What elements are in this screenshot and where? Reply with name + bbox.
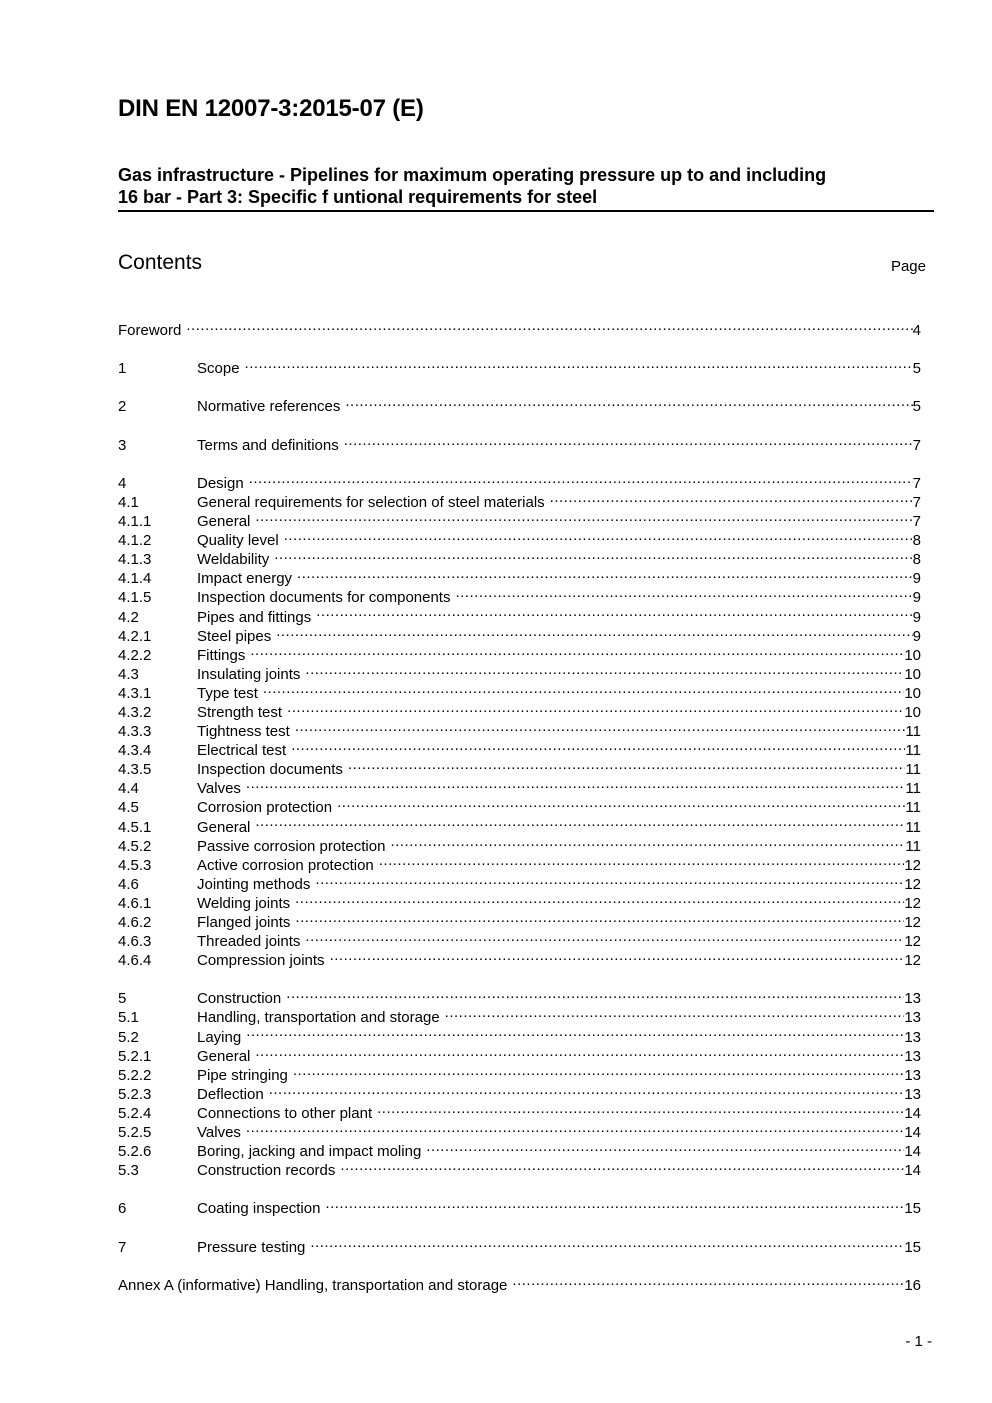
page-column-label: Page <box>890 258 926 275</box>
toc-dot-leader <box>287 698 904 717</box>
toc-dot-leader <box>246 774 906 793</box>
toc-entry-page: 7 <box>912 436 921 454</box>
toc-entry-number: 4.6 <box>118 875 139 893</box>
toc-entry-title: Pressure testing <box>197 1238 306 1256</box>
title-divider <box>118 210 934 212</box>
toc-entry-number: 5.1 <box>118 1009 139 1027</box>
toc-entry-page: 5 <box>912 398 921 416</box>
toc-dot-leader <box>246 1118 904 1137</box>
toc-entry-page: 10 <box>904 703 921 721</box>
toc-dot-leader <box>348 755 906 774</box>
toc-entry[interactable] <box>118 870 921 893</box>
toc-dot-leader <box>345 392 912 411</box>
toc-dot-leader <box>330 946 905 965</box>
toc-entry-page: 10 <box>904 684 921 702</box>
toc-entry-title: Construction <box>197 990 282 1008</box>
toc-entry-number: 1 <box>118 360 127 378</box>
subtitle-line-2: 16 bar - Part 3: Specific f untional requirements for steel <box>118 187 598 207</box>
toc-dot-leader <box>295 908 904 927</box>
toc-entry-page: 11 <box>905 780 921 798</box>
toc-entry[interactable] <box>118 1022 921 1046</box>
toc-entry-page: 11 <box>905 799 921 817</box>
toc-entry[interactable] <box>118 984 921 1008</box>
toc-entry-number: 4.6.4 <box>118 952 152 970</box>
toc-entry-number: 4.2.1 <box>118 627 152 645</box>
toc-dot-leader <box>291 736 905 755</box>
toc-entry-page: 14 <box>904 1162 921 1180</box>
toc-entry-title: Corrosion protection <box>197 799 333 817</box>
toc-entry-title: Insulating joints <box>197 665 301 683</box>
toc-dot-leader <box>337 793 905 812</box>
toc-entry-number: 5.2.6 <box>118 1143 152 1161</box>
toc-entry[interactable] <box>118 793 921 817</box>
toc-entry-page: 11 <box>905 742 921 760</box>
toc-entry-page: 12 <box>904 856 921 874</box>
toc-dot-leader <box>455 583 912 602</box>
toc-dot-leader <box>295 717 906 736</box>
toc-dot-leader <box>377 1099 904 1118</box>
toc-entry-title: Fittings <box>197 646 246 664</box>
toc-entry[interactable] <box>118 698 921 721</box>
toc-entry-number: 4.2 <box>118 608 139 626</box>
toc-entry-page: 13 <box>904 1028 921 1046</box>
toc-entry-page: 11 <box>905 837 921 855</box>
toc-entry-page: 9 <box>912 570 921 588</box>
toc-entry-title: Scope <box>197 360 240 378</box>
toc-entry[interactable] <box>118 583 921 607</box>
toc-entry-number: 4.3.2 <box>118 703 152 721</box>
toc-entry[interactable] <box>118 602 921 626</box>
toc-dot-leader <box>512 1271 904 1290</box>
toc-dot-leader <box>344 431 913 450</box>
toc-entry-number: 6 <box>118 1200 127 1218</box>
toc-entry-title: Quality level <box>197 532 279 550</box>
toc-entry[interactable] <box>118 660 921 683</box>
toc-entry[interactable] <box>118 1061 921 1084</box>
toc-dot-leader <box>550 488 913 507</box>
toc-entry-page: 11 <box>905 723 921 741</box>
toc-entry-page: 13 <box>904 1066 921 1084</box>
subtitle-line-1: Gas infrastructure - Pipelines for maximum operating pressure up to and including <box>118 165 827 185</box>
toc-entry-number: 4.1.5 <box>118 589 152 607</box>
toc-dot-leader <box>263 679 904 698</box>
toc-entry-page: 9 <box>912 589 921 607</box>
toc-entry-number: 2 <box>118 398 127 416</box>
toc-entry[interactable] <box>118 354 921 378</box>
toc-entry-number: 4.5.2 <box>118 837 152 855</box>
toc-dot-leader <box>315 870 904 889</box>
toc-entry-title: Annex A (informative) Handling, transportation and storage <box>118 1276 508 1294</box>
toc-entry-number: 5.2.2 <box>118 1066 152 1084</box>
toc-entry-title: Pipe stringing <box>197 1066 288 1084</box>
toc-entry-page: 12 <box>904 875 921 893</box>
toc-entry-page: 8 <box>912 551 921 569</box>
toc-entry-title: General requirements for selection of steel materials <box>197 493 545 511</box>
toc-dot-leader <box>297 564 913 583</box>
toc-entry-page: 12 <box>904 952 921 970</box>
toc-entry-title: Steel pipes <box>197 627 272 645</box>
toc-entry-page: 10 <box>904 665 921 683</box>
toc-dot-leader <box>316 602 912 621</box>
toc-entry-title: Coating inspection <box>197 1200 321 1218</box>
toc-entry[interactable] <box>118 641 921 664</box>
toc-entry-page: 7 <box>912 493 921 511</box>
toc-entry-title: Laying <box>197 1028 242 1046</box>
toc-entry-title: Strength test <box>197 703 283 721</box>
toc-entry-page: 4 <box>912 322 921 340</box>
toc-entry[interactable] <box>118 908 921 931</box>
document-subtitle <box>118 164 933 208</box>
toc-dot-leader <box>445 1003 905 1022</box>
toc-dot-leader <box>286 984 904 1003</box>
toc-entry-page: 8 <box>912 532 921 550</box>
toc-dot-leader <box>379 851 905 870</box>
toc-entry-number: 4 <box>118 474 127 492</box>
toc-entry-page: 14 <box>904 1104 921 1122</box>
toc-entry-title: Welding joints <box>197 894 291 912</box>
toc-entry[interactable] <box>118 927 921 951</box>
toc-entry[interactable] <box>118 1080 921 1103</box>
toc-entry-page: 13 <box>904 1047 921 1065</box>
toc-dot-leader <box>255 812 905 831</box>
toc-entry-title: Weldability <box>197 551 270 569</box>
toc-dot-leader <box>249 469 913 488</box>
toc-dot-leader <box>305 660 904 679</box>
toc-entry-page: 12 <box>904 894 921 912</box>
toc-entry-title: General <box>197 818 251 836</box>
toc-entry-number: 5.2.4 <box>118 1104 152 1122</box>
toc-entry-number: 4.1 <box>118 493 139 511</box>
toc-dot-leader <box>255 507 912 526</box>
toc-entry[interactable] <box>118 679 921 702</box>
document-id: DIN EN 12007-3:2015-07 (E) <box>118 95 424 122</box>
toc-entry-number: 4.5.1 <box>118 818 152 836</box>
toc-entry-page: 10 <box>904 646 921 664</box>
toc-entry[interactable] <box>118 832 921 855</box>
toc-entry-number: 5 <box>118 990 127 1008</box>
toc-entry-number: 3 <box>118 436 127 454</box>
toc-entry-page: 9 <box>912 608 921 626</box>
toc-dot-leader <box>246 1022 904 1041</box>
toc-entry-title: Tightness test <box>197 723 290 741</box>
toc-entry-title: Valves <box>197 1124 241 1142</box>
toc-entry-number: 4.1.2 <box>118 532 152 550</box>
toc-entry-page: 5 <box>912 360 921 378</box>
toc-entry-title: Jointing methods <box>197 875 311 893</box>
toc-entry-title: Design <box>197 474 244 492</box>
toc-entry-title: Electrical test <box>197 742 287 760</box>
toc-entry-page: 7 <box>912 474 921 492</box>
toc-entry-number: 4.6.2 <box>118 914 152 931</box>
toc-dot-leader <box>295 889 904 908</box>
toc-entry-number: 4.4 <box>118 780 139 798</box>
toc-entry-title: Threaded joints <box>197 933 301 951</box>
toc-entry-number: 4.1.4 <box>118 570 152 588</box>
toc-entry-number: 7 <box>118 1238 127 1256</box>
toc-dot-leader <box>269 1080 905 1099</box>
toc-entry-page: 14 <box>904 1143 921 1161</box>
toc-entry-number: 4.5.3 <box>118 856 152 874</box>
toc-entry-page: 11 <box>905 761 921 779</box>
toc-entry[interactable] <box>118 851 921 874</box>
toc-entry-number: 4.3.3 <box>118 723 152 741</box>
toc-entry-number: 4.3.5 <box>118 761 152 779</box>
toc-dot-leader <box>284 526 913 545</box>
toc-entry-page: 16 <box>904 1276 921 1294</box>
toc-entry[interactable] <box>118 564 921 588</box>
toc-dot-leader <box>426 1137 904 1156</box>
toc-entry-title: Valves <box>197 780 241 798</box>
toc-entry-number: 4.5 <box>118 799 139 817</box>
toc-entry-page: 14 <box>904 1124 921 1142</box>
toc-entry-title: Handling, transportation and storage <box>197 1009 440 1027</box>
toc-entry[interactable] <box>118 392 921 416</box>
toc-entry[interactable] <box>118 889 921 912</box>
toc-entry[interactable] <box>118 545 921 569</box>
toc-entry-number: 5.2 <box>118 1028 139 1046</box>
toc-entry-title: Construction records <box>197 1162 336 1180</box>
toc-entry-number: 4.1.1 <box>118 513 152 531</box>
toc-entry-number: 5.2.3 <box>118 1085 152 1103</box>
toc-entry-title: General <box>197 1047 251 1065</box>
toc-entry-page: 7 <box>912 513 921 531</box>
toc-entry-number: 5.2.1 <box>118 1047 152 1065</box>
toc-entry-page: 13 <box>904 1085 921 1103</box>
toc-entry-page: 12 <box>904 933 921 951</box>
toc-dot-leader <box>250 641 904 660</box>
toc-dot-leader <box>186 316 912 335</box>
toc-entry[interactable] <box>118 736 921 760</box>
toc-entry-title: Boring, jacking and impact moling <box>197 1143 422 1161</box>
toc-entry-title: Foreword <box>118 322 182 340</box>
toc-entry-number: 4.1.3 <box>118 551 152 569</box>
toc-entry-title: Connections to other plant <box>197 1104 373 1122</box>
toc-entry-page: 15 <box>904 1238 921 1256</box>
toc-entry-title: Flanged joints <box>197 914 291 931</box>
toc-entry[interactable] <box>118 774 921 798</box>
toc-entry-title: General <box>197 513 251 531</box>
toc-entry[interactable] <box>118 717 921 741</box>
toc-entry[interactable] <box>118 469 921 492</box>
toc-entry[interactable] <box>118 316 921 340</box>
toc-entry-title: Compression joints <box>197 952 325 970</box>
toc-entry-number: 4.2.2 <box>118 646 152 664</box>
toc-entry[interactable] <box>118 1233 921 1256</box>
toc-entry-page: 11 <box>905 818 921 836</box>
toc-dot-leader <box>293 1061 904 1080</box>
toc-entry-page: 12 <box>904 914 921 931</box>
toc-entry-page: 15 <box>904 1200 921 1218</box>
toc-dot-leader <box>340 1156 904 1175</box>
toc-dot-leader <box>245 354 913 373</box>
toc-entry-title: Inspection documents <box>197 761 343 779</box>
toc-entry[interactable] <box>118 526 921 550</box>
toc-entry[interactable] <box>118 431 921 454</box>
toc-entry-number: 4.3.1 <box>118 684 152 702</box>
toc-entry[interactable] <box>118 1137 921 1161</box>
toc-entry[interactable] <box>118 1156 921 1180</box>
page-number: - 1 - <box>905 1333 932 1350</box>
toc-entry-title: Terms and definitions <box>197 436 339 454</box>
toc-entry-page: 13 <box>904 1009 921 1027</box>
table-of-contents <box>118 316 921 1294</box>
toc-entry-title: Passive corrosion protection <box>197 837 386 855</box>
toc-dot-leader <box>274 545 912 564</box>
toc-dot-leader <box>305 927 904 946</box>
toc-entry-number: 4.6.1 <box>118 894 152 912</box>
toc-entry-title: Active corrosion protection <box>197 856 374 874</box>
toc-dot-leader <box>310 1233 904 1252</box>
toc-entry[interactable] <box>118 1003 921 1027</box>
toc-entry-number: 4.3.4 <box>118 742 152 760</box>
toc-entry[interactable] <box>118 1194 921 1218</box>
toc-entry-title: Inspection documents for components <box>197 589 451 607</box>
toc-dot-leader <box>390 832 905 851</box>
toc-entry[interactable] <box>118 1099 921 1122</box>
toc-entry-number: 4.3 <box>118 665 139 683</box>
toc-entry-title: Pipes and fittings <box>197 608 312 626</box>
contents-heading: Contents <box>118 251 203 274</box>
toc-dot-leader <box>255 1042 904 1061</box>
toc-entry[interactable] <box>118 507 921 531</box>
toc-entry-number: 4.6.3 <box>118 933 152 951</box>
toc-entry[interactable] <box>118 812 921 836</box>
toc-entry-number: 5.2.5 <box>118 1124 152 1142</box>
toc-entry-page: 13 <box>904 990 921 1008</box>
toc-entry-title: Type test <box>197 684 258 702</box>
toc-entry[interactable] <box>118 622 921 645</box>
toc-entry[interactable] <box>118 1042 921 1065</box>
toc-entry-title: Deflection <box>197 1085 264 1103</box>
toc-entry[interactable] <box>118 1118 921 1142</box>
toc-dot-leader <box>325 1194 904 1213</box>
toc-entry-title: Impact energy <box>197 570 293 588</box>
toc-dot-leader <box>276 622 912 641</box>
toc-entry[interactable] <box>118 1271 921 1294</box>
toc-entry-page: 9 <box>912 627 921 645</box>
toc-entry[interactable] <box>118 755 921 779</box>
toc-entry[interactable] <box>118 946 921 970</box>
toc-entry[interactable] <box>118 488 921 511</box>
toc-entry-title: Normative references <box>197 398 341 416</box>
toc-entry-number: 5.3 <box>118 1162 139 1180</box>
